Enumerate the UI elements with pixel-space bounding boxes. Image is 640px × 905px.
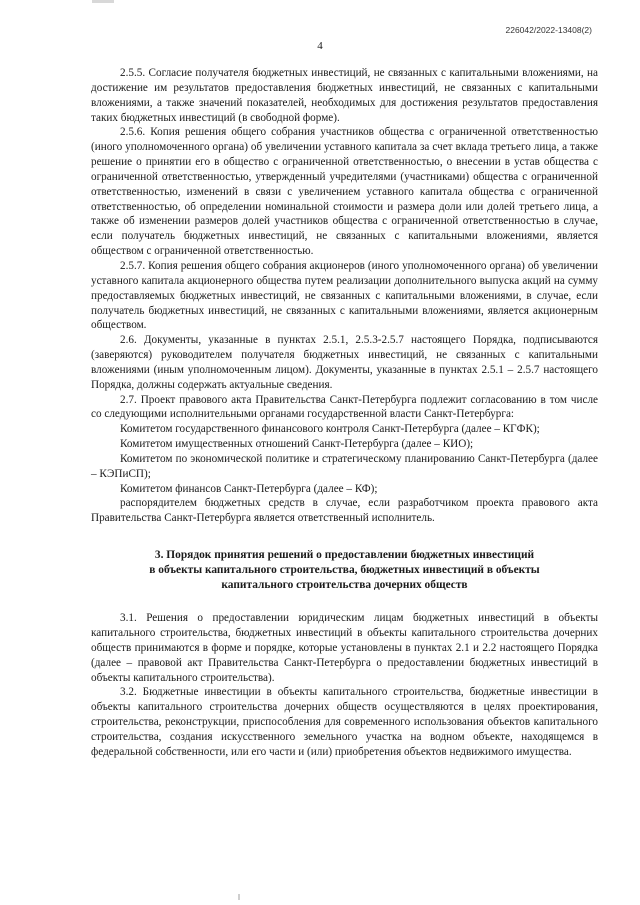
list-item-kio: Комитетом имущественных отношений Санкт-Петербурга (далее – КИО); bbox=[120, 438, 474, 451]
paragraph-2-5-6: 2.5.6. Копия решения общего собрания участников общества с ограниченной ответственностью (иного уполномоченного органа) об увеличении уставного капитала за счет вклада третьего лица, а также решение о принятии его в общество с ограниченной ответственностью, о внесении в устав общества с ограниченной ответственностью, утвержденный учредителями (участниками) общества с ограниченной ответственностью, изменений в связи с увеличением уставного капитала общества с ограниченной ответственностью, об определении номинальной стоимости и размера доли или долей третьего лица, а также об изменении размеров долей участников общества с ограниченной ответственностью в случае, если получатель бюджетных инвестиций, не связанных с капитальными вложениями, является обществом с ограниченной ответственностью. bbox=[91, 126, 598, 258]
list-item-kgfk: Комитетом государственного финансового контроля Санкт-Петербурга (далее – КГФК); bbox=[120, 423, 540, 436]
paragraph-2-6: 2.6. Документы, указанные в пунктах 2.5.1, 2.5.3-2.5.7 настоящего Порядка, подписываются (заверяются) руководителем получателя бюджетных инвестиций, не связанных с капитальными вложениями (иным уполномоченным лицом). Документы, указанные в пунктах 2.5.1 – 2.5.7 настоящего Порядка, должны содержать актуальные сведения. bbox=[91, 334, 598, 391]
paragraph-2-7: 2.7. Проект правового акта Правительства Санкт-Петербурга подлежит согласованию в том числе со следующими исполнительными органами государственной власти Санкт-Петербурга: bbox=[91, 393, 598, 421]
list-item-kepisp: Комитетом по экономической политике и стратегическому планированию Санкт-Петербурга (далее – КЭПиСП); bbox=[91, 452, 598, 480]
section-title-line-3: капитального строительства дочерних обществ bbox=[221, 579, 468, 592]
paragraph-2-5-5: 2.5.5. Согласие получателя бюджетных инвестиций, не связанных с капитальными вложениями, на достижение им результатов предоставления бюджетных инвестиций, не связанных с капитальными вложениями, а также значений показателей, необходимых для достижения результатов предоставления таких бюджетных инвестиций (в свободной форме). bbox=[91, 67, 598, 124]
list-item-kf: Комитетом финансов Санкт-Петербурга (далее – КФ); bbox=[120, 482, 378, 495]
section-title-line-2: в объекты капитального строительства, бюджетных инвестиций в объекты bbox=[149, 564, 540, 577]
document-body bbox=[91, 66, 598, 760]
section-title-line-1: 3. Порядок принятия решений о предоставлении бюджетных инвестиций bbox=[154, 549, 535, 562]
scan-mark bbox=[92, 0, 114, 3]
page-number: 4 bbox=[317, 40, 323, 52]
document-id: 226042/2022-13408(2) bbox=[505, 25, 592, 35]
paragraph-3-2: 3.2. Бюджетные инвестиции в объекты капитального строительства, бюджетные инвестиции в объекты капитального строительства дочерних обществ осуществляются в целях проектирования, строительства, реконструкции, приспособления для современного использования объектов капитального строительства, создания искусственного земельного участка на водном объекте, находящемся в федеральной собственности, или его части и (или) приобретения объектов недвижимого имущества. bbox=[91, 686, 598, 758]
scan-mark-bottom bbox=[238, 894, 240, 900]
paragraph-2-5-7: 2.5.7. Копия решения общего собрания акционеров (иного уполномоченного органа) об увеличении уставного капитала акционерного общества путем реализации дополнительного выпуска акций на сумму предоставляемых бюджетных инвестиций, не связанных с капитальными вложениями, в случае, если получатель бюджетных инвестиций, не связанных с капитальными вложениями, является акционерным обществом. bbox=[91, 259, 598, 332]
section-3-title bbox=[91, 548, 598, 593]
list-item-distributor: распорядителем бюджетных средств в случае, если разработчиком проекта правового акта Правительства Санкт-Петербурга является ответственный исполнитель. bbox=[91, 497, 598, 525]
paragraph-3-1: 3.1. Решения о предоставлении юридическим лицам бюджетных инвестиций в объекты капитального строительства, бюджетных инвестиций в объекты капитального строительства дочерних обществ принимаются в форме и порядке, которые установлены в пунктах 2.1 и 2.2 настоящего Порядка (далее – правовой акт Правительства Санкт-Петербурга о предоставлении бюджетных инвестиций в объекты капитального строительства). bbox=[91, 612, 598, 684]
